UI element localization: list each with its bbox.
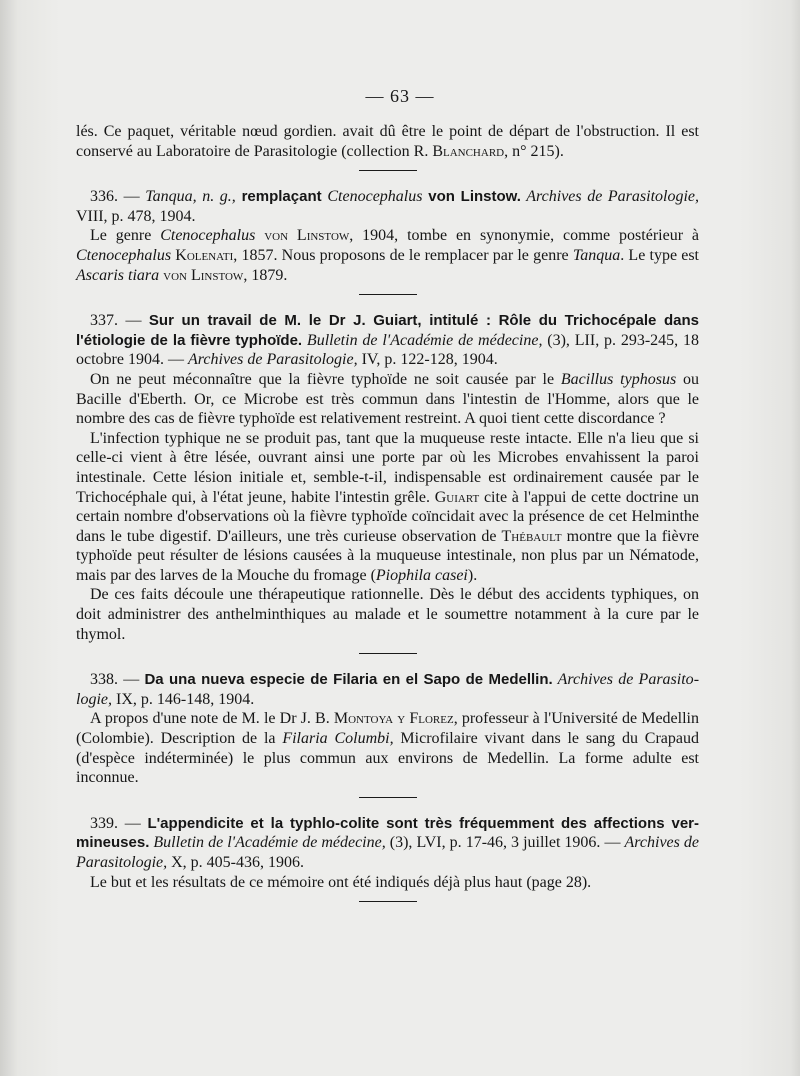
- entry-339-body: Le but et les résultats de ce mémoire ont été indiqués déjà plus haut (page 28).: [90, 873, 592, 891]
- section-divider: [359, 797, 417, 798]
- intro-paragraph: lés. Ce paquet, véritable nœud gordien. avait dû être le point de départ de l'obstruction. Il est conservé au Laboratoire de Parasitologie (collection R. Blanchard, n° 215).: [76, 123, 699, 160]
- entry-338-heading: 338. — Da una nueva especie de Filaria en el Sapo de Medellin. Archives de Parasitologie, IX, p. 146-148, 1904.: [76, 671, 700, 708]
- entry-338-body: A propos d'une note de M. le Dr J. B. Montoya y Florez, professeur à l'Université de Medellin (Colombie). Description de la Filaria Columbi, Microfilaire vivant dans le sang du Crapaud (d'espèce indéterminée) le plus commun aux environs de Medellin. La forme adulte est inconnue.: [76, 710, 700, 787]
- entry-339-heading: 339. — L'appendicite et la typhlo-colite sont très fréquemment des affections vermineuses. Bulletin de l'Académie de médecine, (3), LVI, p. 17-46, 3 juillet 1906. — Archives de Parasitologie, X, p. 405-436, 1906.: [76, 814, 700, 871]
- entry-337-heading: 337. — Sur un travail de M. le Dr J. Guiart, intitulé : Rôle du Trichocépale dans l'étiologie de la fièvre typhoïde. Bulletin de l'Académie de médecine, (3), LII, p. 293-245, 18 octobre 1904. — Archives de Parasitologie, IV, p. 122-128, 1904.: [76, 312, 700, 369]
- entry-336: [76, 187, 699, 285]
- page-number: — 63 —: [365, 86, 435, 106]
- entry-336-body: Le genre Ctenocephalus von Linstow, 1904, tombe en synonymie, comme postérieur à Ctenocephalus Kolenati, 1857. Nous proposons de le remplacer par le genre Tanqua. Le type est Ascaris tiara von Linstow, 1879.: [76, 227, 700, 284]
- entry-338: [76, 670, 699, 788]
- section-divider: [359, 294, 417, 295]
- entry-337-paragraph-3: De ces faits découle une thérapeutique rationnelle. Dès le début des accidents typhiques, on doit administrer des anthelminthiques au malade et le soumettre notamment à la cure par le thymol.: [76, 586, 699, 643]
- page-body: [76, 122, 699, 902]
- entry-339: [76, 814, 699, 892]
- entry-337-paragraph-2: L'infection typhique ne se produit pas, tant que la muqueuse reste intacte. Elle n'a lieu que si celle-ci vient à être lésée, ouvrant ainsi une porte par où les Microbes envahissent la paroi intestinale. Cette lésion initiale et, semble-t-il, indispensable est ordinairement causée par le Trichocéphale qui, à l'état jeune, habite l'intestin grêle. Guiart cite à l'appui de cette doctrine un certain nombre d'observations où la fièvre typhoïde coïncidait avec la présence de cet Helminthe dans le tube digestif. D'ailleurs, une très curieuse observation de Thébault montre que la fièvre typhoïde peut résulter de lésions causées à la muqueuse intestinale, non plus par un Nématode, mais par des larves de la Mouche du fromage (Piophila casei).: [76, 429, 700, 584]
- section-divider: [359, 901, 417, 902]
- section-divider: [359, 653, 417, 654]
- entry-336-heading: 336. — Tanqua, n. g., remplaçant Ctenocephalus von Linstow. Archives de Parasitologie, VIII, p. 478, 1904.: [76, 188, 700, 225]
- entry-337: [76, 311, 699, 644]
- section-divider: [359, 170, 417, 171]
- entry-337-paragraph-1: On ne peut méconnaître que la fièvre typhoïde ne soit causée par le Bacillus typhosus ou Bacille d'Eberth. Or, ce Microbe est très commun dans l'intestin de l'Homme, alors que le nombre des cas de fièvre typhoïde est relativement restreint. A quoi tient cette discordance ?: [76, 370, 700, 428]
